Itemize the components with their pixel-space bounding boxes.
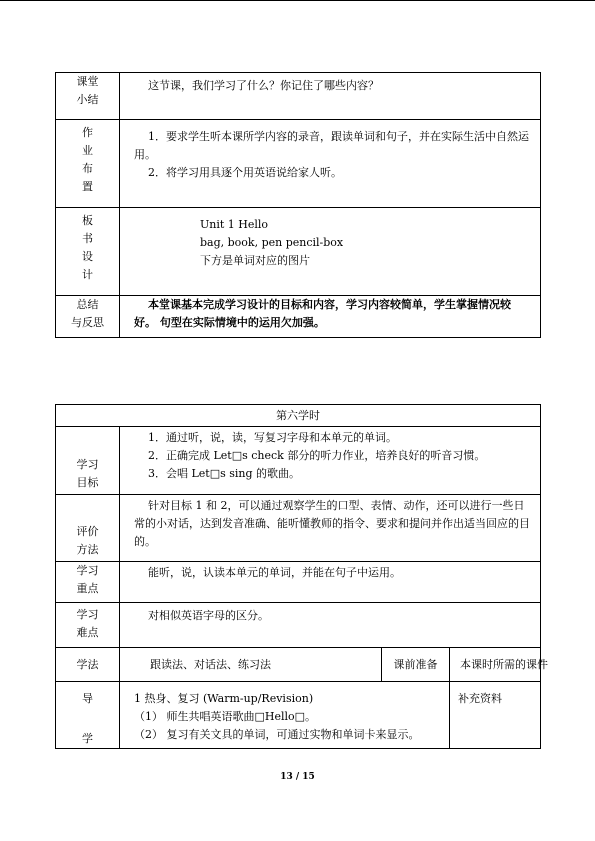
label-line: 置 — [82, 180, 93, 193]
label-line: 书 — [82, 232, 93, 245]
reflection-content — [120, 296, 541, 338]
blackboard-row — [56, 208, 541, 296]
goal-item-2: 2．正确完成 Let□s check 部分的听力作业，培养良好的听音习惯。 — [148, 449, 486, 462]
section-title: 第六学时 — [56, 405, 541, 427]
label-line: 学习 — [76, 564, 99, 577]
summary-label — [56, 73, 120, 120]
blackboard-content — [120, 208, 541, 296]
focus-row — [56, 562, 541, 603]
summary-content — [120, 73, 541, 120]
reflection-row — [56, 296, 541, 338]
label-line: 评价 — [76, 525, 99, 538]
difficulty-row — [56, 603, 541, 648]
focus-label — [56, 562, 120, 603]
homework-item-1: 1．要求学生听本课所学内容的录音，跟读单词和句子，并在实际生活中自然运用。 — [134, 130, 529, 161]
reflection-label — [56, 296, 120, 338]
focus-text: 能听，说，认读本单元的单词，并能在句子中运用。 — [148, 566, 401, 579]
title-row — [56, 405, 541, 427]
lesson-table-part-2 — [55, 404, 548, 749]
homework-label — [56, 120, 120, 208]
label-line: 与反思 — [71, 316, 104, 329]
blackboard-line-2: bag, book, pen pencil-box — [200, 236, 344, 249]
label-line: 总结 — [76, 298, 99, 311]
blackboard-line-3: 下方是单词对应的图片 — [200, 254, 310, 267]
preparation-label: 课前准备 — [382, 648, 450, 682]
evaluation-text: 针对目标 1 和 2，可以通过观察学生的口型、表情、动作，还可以进行一些日常的小对话，达到发音准确、能听懂教师的指令、要求和提问并作出适当回应的目的。 — [134, 499, 530, 548]
label-line: 难点 — [76, 626, 99, 639]
goal-item-1: 1．通过听，说，读，写复习字母和本单元的单词。 — [148, 431, 397, 444]
label-line: 作 — [82, 126, 93, 139]
label-line: 学习 — [76, 608, 99, 621]
guide-line-1: 1 热身、复习 (Warm-up/Revision) — [134, 692, 314, 705]
guide-content — [120, 682, 450, 749]
label-line: 目标 — [76, 476, 99, 489]
guide-row — [56, 682, 541, 749]
label-line: 业 — [82, 144, 93, 157]
goal-content — [120, 427, 541, 495]
difficulty-content — [120, 603, 541, 648]
evaluation-content — [120, 495, 541, 562]
supplementary-label: 补充资料 — [450, 682, 541, 749]
lesson-table-part-1 — [55, 72, 541, 338]
label-line: 设 — [82, 250, 93, 263]
goal-label — [56, 427, 120, 495]
goal-item-3: 3．会唱 Let□s sing 的歌曲。 — [148, 467, 301, 480]
label-line: 重点 — [76, 582, 99, 595]
focus-content — [120, 562, 541, 603]
label-line: 方法 — [76, 543, 99, 556]
evaluation-row — [56, 495, 541, 562]
label-line: 课堂 — [76, 75, 99, 88]
page-number: 13 / 15 — [280, 772, 315, 782]
blackboard-line-1: Unit 1 Hello — [200, 218, 269, 231]
homework-item-2: 2．将学习用具逐个用英语说给家人听。 — [148, 166, 342, 179]
method-row — [56, 648, 541, 682]
goal-row — [56, 427, 541, 495]
label-line: 学 — [82, 732, 93, 745]
preparation-value: 本课时所需的课件 — [450, 648, 541, 682]
guide-label — [56, 682, 120, 749]
label-line: 学习 — [76, 458, 99, 471]
label-line: 导 — [82, 692, 93, 705]
evaluation-label — [56, 495, 120, 562]
blackboard-label — [56, 208, 120, 296]
label-line: 板 — [82, 214, 93, 227]
guide-line-3: （2） 复习有关文具的单词，可通过实物和单词卡来显示。 — [134, 728, 420, 741]
summary-text: 这节课，我们学习了什么？你记住了哪些内容？ — [148, 79, 379, 92]
homework-content — [120, 120, 541, 208]
reflection-text: 本堂课基本完成学习设计的目标和内容，学习内容较简单，学生掌握情况较好。 句型在实际情境中的运用欠加强。 — [134, 298, 511, 329]
label-line: 计 — [82, 268, 93, 281]
label-line: 布 — [82, 162, 93, 175]
guide-line-2: （1） 师生共唱英语歌曲□Hello□。 — [134, 710, 317, 723]
method-value: 跟读法、对话法、练习法 — [120, 648, 382, 682]
difficulty-label — [56, 603, 120, 648]
homework-row — [56, 120, 541, 208]
difficulty-text: 对相似英语字母的区分。 — [148, 609, 269, 622]
summary-row — [56, 73, 541, 120]
label-line: 小结 — [76, 93, 99, 106]
method-label: 学法 — [56, 648, 120, 682]
top-rule — [0, 0, 595, 1]
